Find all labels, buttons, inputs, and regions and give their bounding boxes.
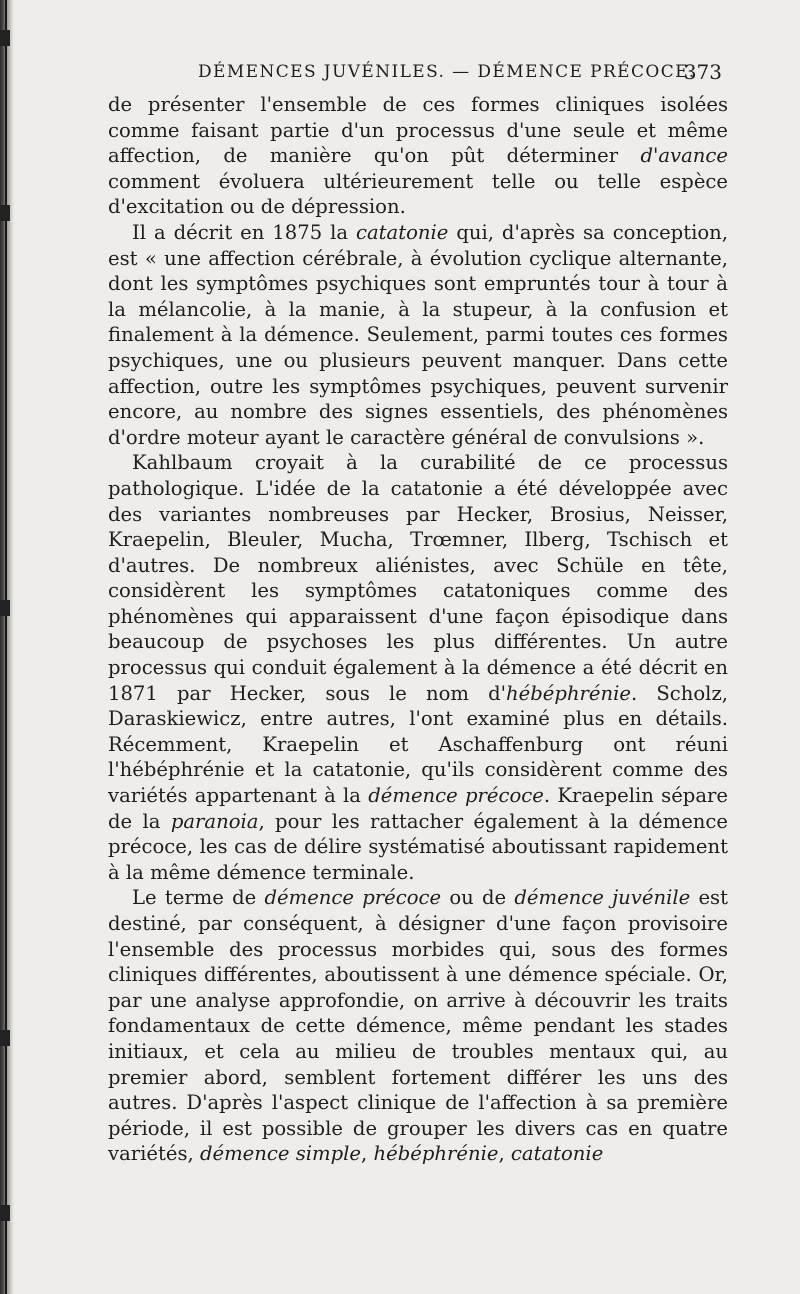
- italic-text: démence précoce: [264, 886, 442, 910]
- binding-mark: [0, 600, 10, 616]
- text-run: Le terme de: [132, 886, 265, 910]
- text-run: , pour les rattacher également à la démence précoce, les cas de délire systématisé aboutissant rapidement à la même démence terminale.: [108, 809, 728, 884]
- text-run: . Kraepelin sépare de la: [108, 784, 728, 833]
- text-run: Kahlbaum croyait à la curabilité de ce processus pathologique. L'idée de la catatonie a été développée avec des variantes nombreuses par Hecker, Brosius, Neisser, Kraepelin, Bleuler, Mucha, Trœmner, Ilberg, Tschisch et d'autres. De nombreux aliénistes, avec Schüle en tête, considèrent les symptômes catatoniques comme des phénomènes qui apparaissent d'une façon épisodique dans beaucoup de psychoses les plus différentes. Un autre processus qui conduit également à la démence a été décrit en 1871 par Hecker, sous le nom d': [108, 451, 728, 705]
- binding-mark: [0, 1205, 10, 1221]
- italic-text: catatonie: [510, 1142, 604, 1166]
- text-run: . Scholz, Daraskiewicz, entre autres, l'ont examiné plus en détails. Récemment, Kraepelin et Aschaffenburg ont réuni l'hébéphrénie et la catatonie, qu'ils considèrent comme des variétés appartenant à la: [108, 681, 728, 808]
- text-run: de présenter l'ensemble de ces formes cliniques isolées comme faisant partie d'un processus d'une seule et même affection, de manière qu'on pût déterminer: [108, 93, 728, 168]
- text-run: qui, d'après sa conception, est « une affection cérébrale, à évolution cyclique alternante, dont les symptômes psychiques sont empruntés tour à tour à la mélancolie, à la manie, à la stupeur, à la confusion et finalement à la démence. Seulement, parmi toutes ces formes psychiques, une ou plusieurs peuvent manquer. Dans cette affection, outre les symptômes psychiques, peuvent survenir encore, au nombre des signes essentiels, des phénomènes d'ordre moteur ayant le caractère général de convulsions ».: [108, 220, 728, 449]
- paragraph: [108, 92, 728, 220]
- text-run: comment évoluera ultérieurement telle ou telle espèce d'excitation ou de dépression.: [108, 169, 728, 219]
- paragraph: [108, 220, 728, 450]
- paragraph: [108, 885, 728, 1167]
- binding-mark: [0, 1030, 10, 1046]
- text-run: est destiné, par conséquent, à désigner d'une façon provisoire l'ensemble des processus morbides qui, sous des formes cliniques différentes, aboutissent à une démence spéciale. Or, par une analyse approfondie, on arrive à découvrir les traits fondamentaux de cette démence, même pendant les stades initiaux, et cela au milieu de troubles mentaux qui, au premier abord, semblent fortement différer les uns des autres. D'après l'aspect clinique de l'affection à sa première période, il est possible de grouper les divers cas en quatre variétés,: [108, 886, 728, 1166]
- text-run: ,: [498, 1142, 511, 1166]
- page-number: 373: [683, 60, 722, 84]
- text-run: Il a décrit en 1875 la: [132, 220, 356, 244]
- binding-mark: [0, 205, 10, 221]
- italic-text: démence précoce: [368, 784, 544, 808]
- binding-line: [5, 0, 7, 1294]
- italic-text: hébéphrénie: [373, 1142, 499, 1166]
- italic-text: d'avance: [640, 144, 728, 168]
- book-page: [108, 56, 728, 1167]
- italic-text: catatonie: [356, 220, 449, 244]
- italic-text: hébéphrénie: [506, 681, 632, 705]
- italic-text: démence juvénile: [514, 886, 691, 910]
- italic-text: paranoia: [170, 809, 259, 833]
- running-title: DÉMENCES JUVÉNILES. — DÉMENCE PRÉCOCE.: [198, 62, 696, 82]
- binding-edge: [0, 0, 14, 1294]
- running-head: [108, 56, 728, 92]
- italic-text: démence simple: [199, 1142, 362, 1166]
- paragraph: [108, 450, 728, 885]
- text-run: ,: [361, 1142, 374, 1166]
- body-text: [108, 92, 728, 1167]
- text-run: ou de: [441, 886, 515, 910]
- binding-mark: [0, 30, 10, 46]
